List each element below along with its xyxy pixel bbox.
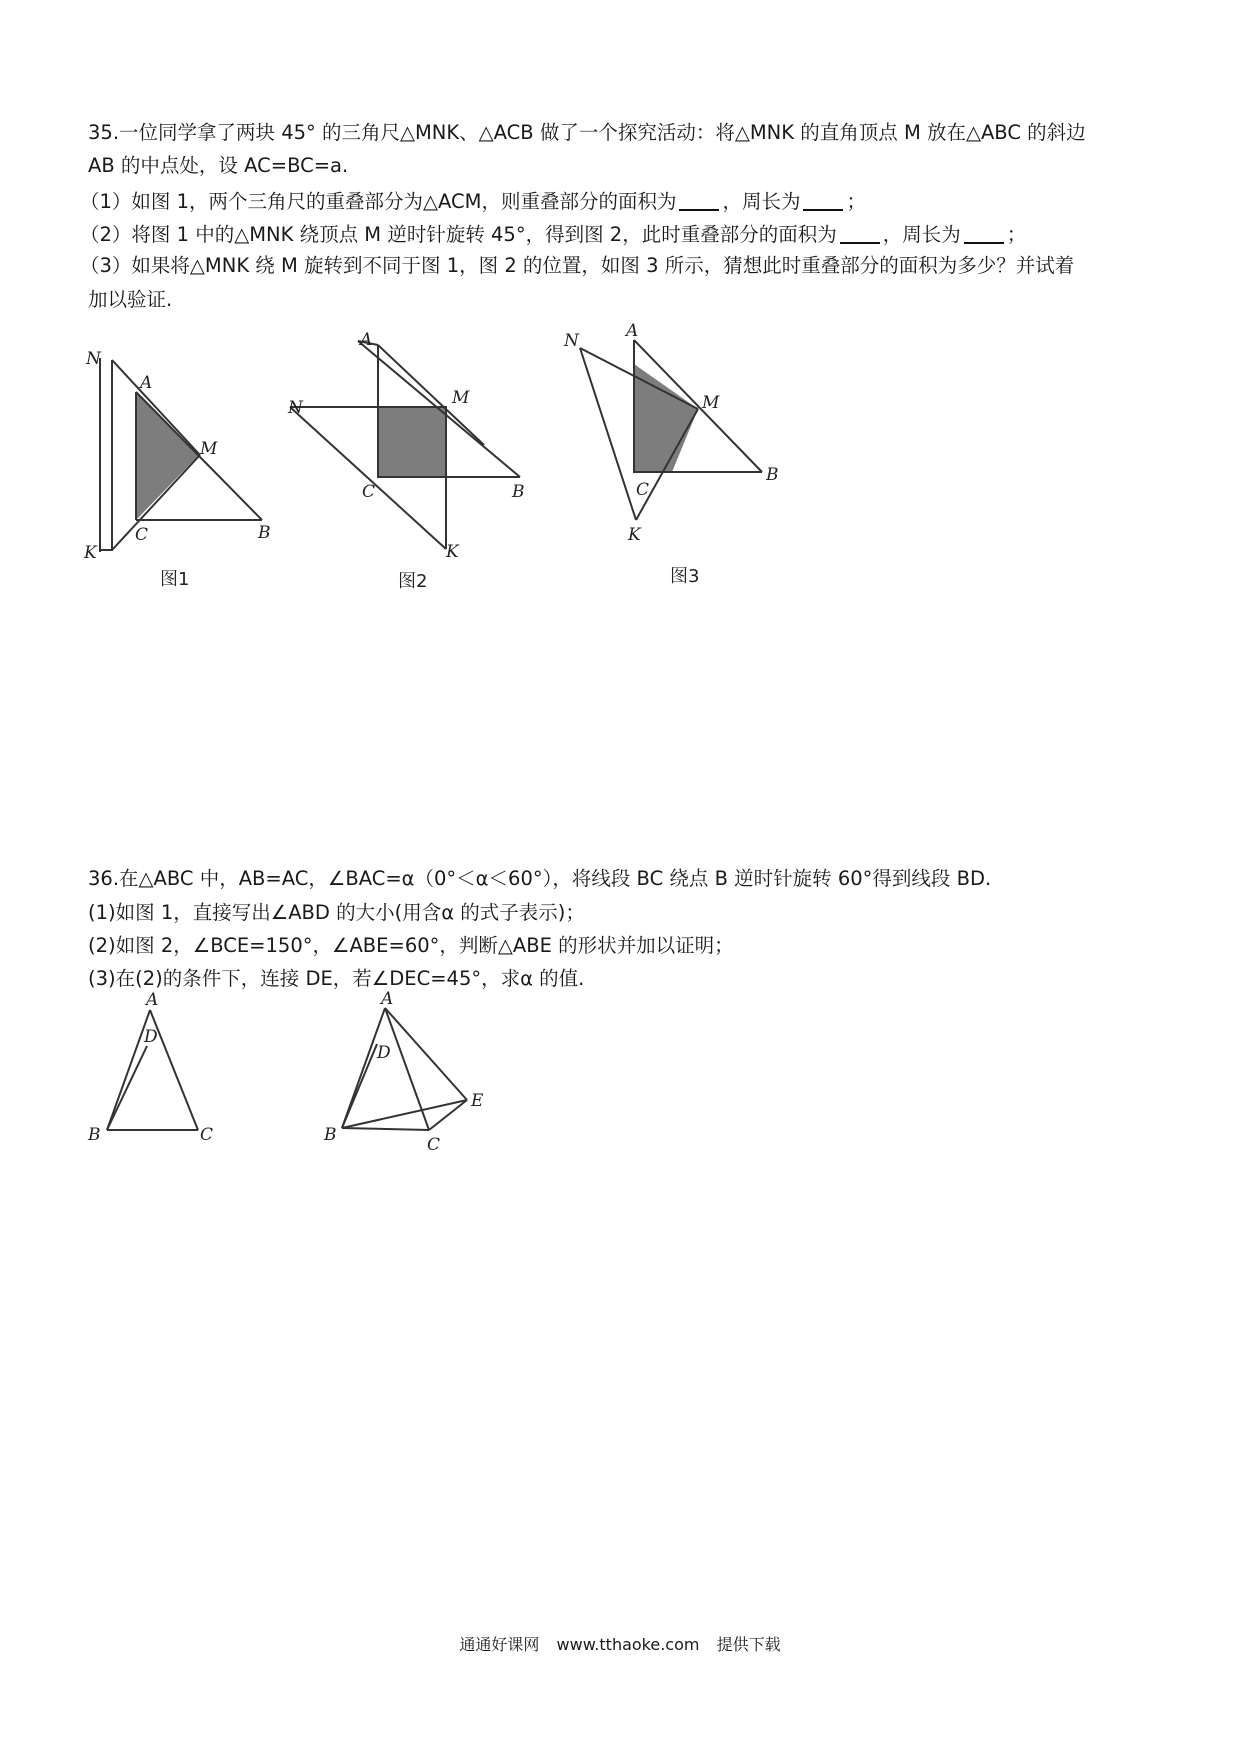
q36-part2: (2)如图 2，∠BCE=150°，∠ABE=60°，判断△ABE 的形状并加以证明； — [88, 934, 734, 957]
q35-figure-2 — [290, 325, 540, 600]
label-K: K — [446, 542, 459, 562]
q36-line1: 36.在△ABC 中，AB=AC，∠BAC=α（0°＜α＜60°），将线段 BC 绕点 B 逆时针旋转 60°得到线段 BD. — [88, 867, 992, 890]
label-B: B — [88, 1125, 101, 1145]
label-M: M — [702, 393, 720, 413]
label-C: C — [362, 482, 376, 502]
q35-part3-line1: （3）如果将△MNK 绕 M 旋转到不同于图 1，图 2 的位置，如图 3 所示，猜想此时重叠部分的面积为多少？并试着 — [80, 254, 1075, 277]
label-M: M — [452, 388, 470, 408]
overlap-region — [136, 392, 198, 520]
label-N: N — [288, 398, 303, 418]
label-E: E — [471, 1091, 484, 1111]
label-D: D — [377, 1043, 391, 1063]
q35-part2-text-b: ，周长为 — [882, 223, 961, 246]
label-A: A — [140, 373, 153, 393]
q35-part2-text-c: ； — [1006, 223, 1027, 246]
label-C: C — [427, 1135, 441, 1155]
q35-area-blank[interactable] — [679, 189, 719, 211]
footer-site-name: 通通好课网 — [459, 1635, 540, 1654]
q36-part1: (1)如图 1，直接写出∠ABD 的大小(用含α 的式子表示)； — [88, 901, 585, 924]
q35-part1-text-b: ，周长为 — [722, 190, 801, 213]
q35-part1-text-a: （1）如图 1，两个三角尺的重叠部分为△ACM，则重叠部分的面积为 — [80, 190, 677, 213]
q35-line2: AB 的中点处，设 AC=BC=a. — [88, 154, 349, 177]
q35-part2 — [80, 222, 1026, 247]
label-A: A — [381, 989, 394, 1009]
overlap-square — [378, 407, 446, 477]
label-N: N — [564, 331, 579, 351]
label-B: B — [324, 1125, 337, 1145]
label-M: M — [200, 439, 218, 459]
q35-part2-text-a: （2）将图 1 中的△MNK 绕顶点 M 逆时针旋转 45°，得到图 2，此时重叠部分的面积为 — [80, 223, 837, 246]
q36-figure-1 — [80, 990, 230, 1150]
q36-figure-2 — [315, 990, 495, 1160]
figure-3-caption: 图3 — [670, 566, 700, 587]
page-footer — [0, 1632, 1240, 1655]
label-C: C — [200, 1125, 214, 1145]
figure-2-caption: 图2 — [398, 571, 428, 592]
label-A: A — [360, 330, 373, 350]
q35-part1 — [80, 189, 866, 214]
label-A: A — [146, 990, 159, 1010]
q35-figure-1 — [80, 340, 300, 600]
q35-perimeter2-blank[interactable] — [964, 222, 1004, 244]
label-C: C — [636, 480, 650, 500]
q36-part3: (3)在(2)的条件下，连接 DE，若∠DEC=45°，求α 的值. — [88, 967, 585, 990]
footer-url[interactable]: www.tthaoke.com — [556, 1635, 700, 1654]
q35-part3-line2: 加以验证. — [88, 288, 173, 311]
label-A: A — [626, 321, 639, 341]
q35-part1-text-c: ； — [846, 190, 866, 213]
label-C: C — [135, 525, 149, 545]
footer-note: 提供下载 — [716, 1635, 781, 1654]
figure-1-caption: 图1 — [160, 569, 190, 590]
label-D: D — [144, 1027, 158, 1047]
label-B: B — [766, 465, 779, 485]
q35-figure-3 — [560, 320, 800, 600]
label-B: B — [258, 523, 271, 543]
label-N: N — [86, 349, 101, 369]
label-B: B — [512, 482, 525, 502]
label-K: K — [628, 525, 641, 545]
q35-line1: 35.一位同学拿了两块 45° 的三角尺△MNK、△ACB 做了一个探究活动：将△MNK 的直角顶点 M 放在△ABC 的斜边 — [88, 121, 1086, 144]
q35-perimeter-blank[interactable] — [803, 189, 843, 211]
q35-area2-blank[interactable] — [840, 222, 880, 244]
label-K: K — [84, 543, 97, 563]
